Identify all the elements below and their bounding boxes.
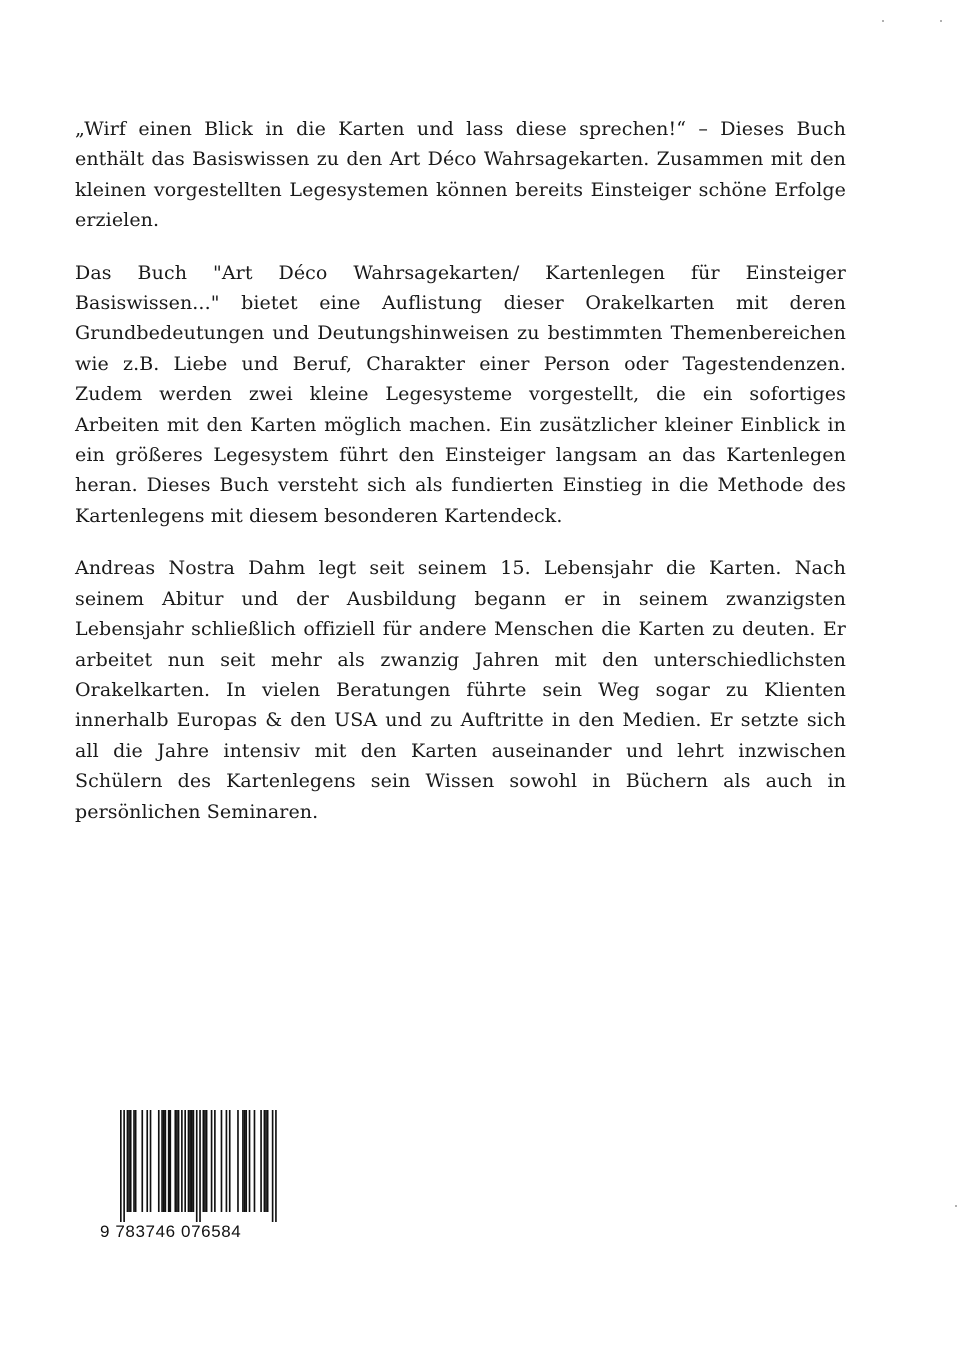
scan-mark xyxy=(882,20,884,22)
barcode-bar xyxy=(158,1110,160,1212)
barcode-bar xyxy=(237,1110,239,1212)
barcode-bar xyxy=(130,1110,132,1212)
barcode-bar xyxy=(178,1110,180,1212)
barcode-bar xyxy=(260,1110,262,1212)
barcode-bar xyxy=(133,1110,135,1212)
barcode-bar xyxy=(150,1110,152,1212)
barcode-bar xyxy=(188,1110,190,1212)
barcode-bar xyxy=(176,1110,178,1212)
scan-mark xyxy=(940,20,942,22)
barcode-bar xyxy=(267,1110,269,1212)
barcode-bar xyxy=(193,1110,195,1212)
barcode-bar xyxy=(272,1110,274,1222)
barcode-bars xyxy=(120,1110,280,1222)
barcode-bar xyxy=(275,1110,277,1222)
barcode-bar xyxy=(265,1110,267,1212)
barcode-bar xyxy=(206,1110,208,1212)
barcode-bar xyxy=(226,1110,228,1212)
barcode-bar xyxy=(168,1110,170,1212)
barcode-bar xyxy=(245,1110,247,1212)
blurb-paragraph-author: Andreas Nostra Dahm legt seit seinem 15. Lebensjahr die Karten. Nach seinem Abitur und der Ausbildung begann er in seinem zwanzigsten Lebensjahr schließlich offiziell für andere Menschen die Karten zu deuten. Er arbeitet nun seit mehr als zwanzig Jahren mit den unterschiedlichsten Orakelkarten. In vielen Beratungen führte sein Weg sogar zu Klienten innerhalb Europas & den USA und zu Auftritte in den Medien. Er setzte sich all die Jahre intensiv mit den Karten auseinander und lehrt inzwischen Schülern des Kartenlegens sein Wissen sowohl in Büchern als auch in persönlichen Seminaren. xyxy=(75,557,846,823)
barcode-bar xyxy=(163,1110,165,1212)
barcode-bar xyxy=(221,1110,223,1212)
barcode-bar xyxy=(120,1110,122,1222)
barcode-bar xyxy=(174,1110,176,1212)
barcode-bar xyxy=(264,1110,266,1212)
barcode-bar xyxy=(128,1110,130,1212)
barcode-bar xyxy=(244,1110,246,1212)
barcode-bar xyxy=(199,1110,201,1222)
barcode-bar xyxy=(184,1110,186,1212)
barcode-bar xyxy=(181,1110,183,1212)
barcode-bar xyxy=(254,1110,256,1212)
isbn-barcode xyxy=(100,1110,280,1250)
isbn-number: 9 783746 076584 xyxy=(100,1222,242,1241)
barcode-bar xyxy=(249,1110,251,1212)
barcode-bar xyxy=(214,1110,216,1212)
barcode-bar xyxy=(211,1110,213,1212)
barcode-bar xyxy=(170,1110,172,1212)
barcode-bar xyxy=(123,1110,125,1222)
barcode-bar xyxy=(135,1110,137,1212)
barcode-bar xyxy=(146,1110,148,1212)
barcode-bar xyxy=(127,1110,129,1212)
barcode-bar xyxy=(141,1110,143,1212)
barcode-bar xyxy=(191,1110,193,1212)
blurb-text xyxy=(75,114,846,849)
barcode-bar xyxy=(204,1110,206,1212)
scan-mark xyxy=(955,1205,957,1207)
blurb-paragraph-intro: „Wirf einen Blick in die Karten und lass diese sprechen!“ – Dieses Buch enthält das Basiswissen zu den Art Déco Wahrsagekarten. Zusammen mit den kleinen vorgestellten Legesystemen können bereits Einsteiger schöne Erfolge erzielen. xyxy=(75,118,846,232)
barcode-bar xyxy=(229,1110,231,1212)
barcode-bar xyxy=(161,1110,163,1212)
barcode-bar xyxy=(242,1110,244,1212)
barcode-bar xyxy=(196,1110,198,1222)
barcode-bar xyxy=(165,1110,167,1212)
barcode-bar xyxy=(189,1110,191,1212)
blurb-paragraph-book: Das Buch "Art Déco Wahrsagekarten/ Kartenlegen für Einsteiger Basiswissen..." bietet eine Auflistung dieser Orakelkarten mit deren Grundbedeutungen und Deutungshinweisen zu bestimmten Themenbereichen wie z.B. Liebe und Beruf, Charakter einer Person oder Tagestendenzen. Zudem werden zwei kleine Legesysteme vorgestellt, die ein sofortiges Arbeiten mit den Karten möglich machen. Ein zusätzlicher kleiner Einblick in ein größeres Legesystem führt den Einsteiger langsam an das Kartenlegen heran. Dieses Buch versteht sich als fundierten Einstieg in die Methode des Kartenlegens mit diesem besonderen Kartendeck. xyxy=(75,261,846,527)
barcode-bar xyxy=(203,1110,205,1212)
